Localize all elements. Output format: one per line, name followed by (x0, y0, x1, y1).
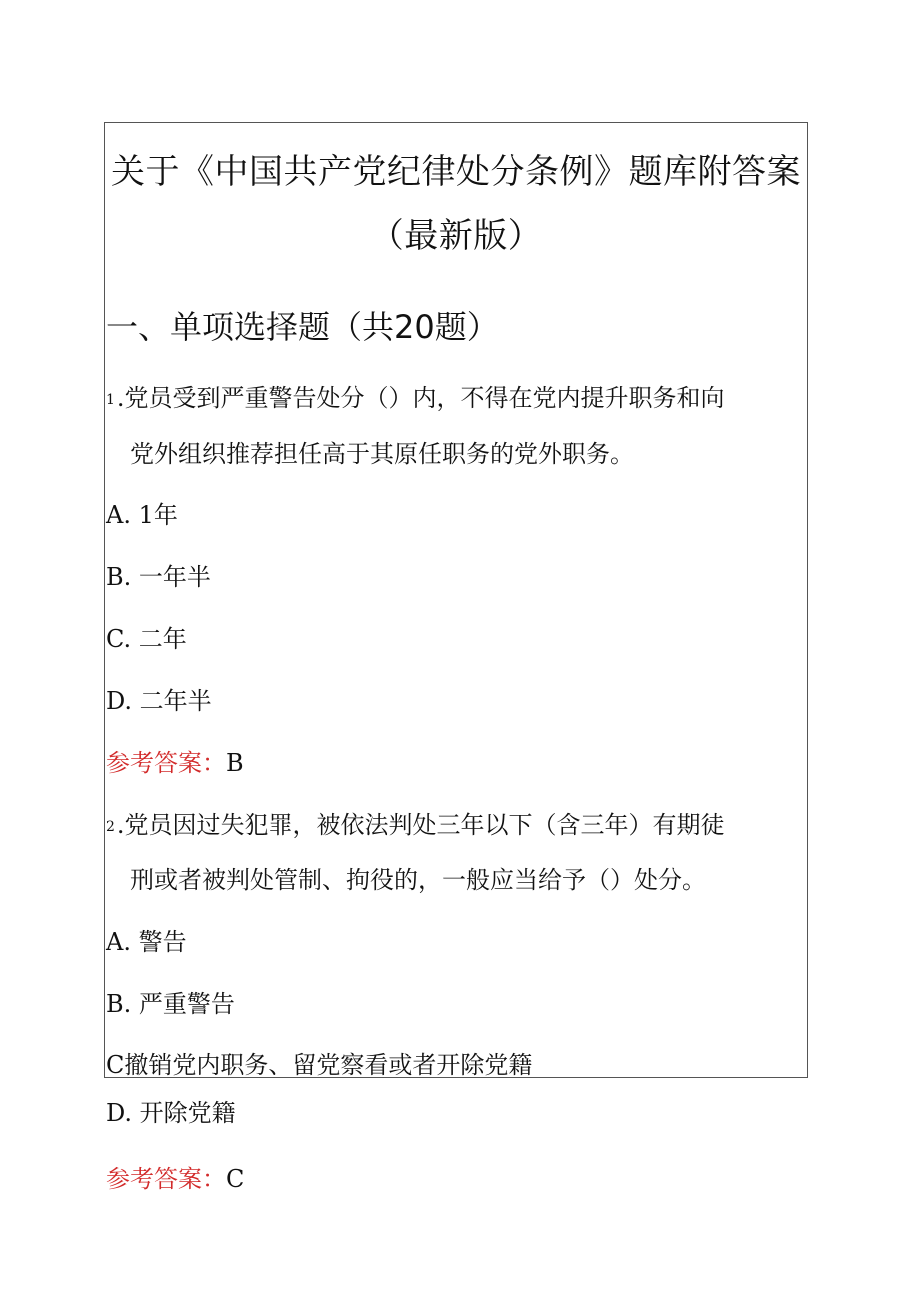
answer-value: B (226, 749, 244, 777)
document-frame (104, 122, 808, 1078)
question-1-option-b: B. 一年半 (106, 563, 211, 591)
question-1-number: 1 (106, 392, 115, 408)
question-2-line-2: 刑或者被判处管制、拘役的，一般应当给予（）处分。 (130, 866, 706, 894)
question-2-option-c: C撤销党内职务、留党察看或者开除党籍 (106, 1051, 533, 1079)
question-2-answer (106, 1159, 244, 1194)
question-1-option-d: D. 二年半 (106, 687, 212, 715)
document-title: 关于《中国共产党纪律处分条例》题库附答案 (111, 152, 801, 192)
answer-label: 参考答案： (106, 749, 226, 777)
question-2-line-1 (106, 805, 725, 840)
question-1-option-a: A. 1年 (106, 501, 178, 529)
section-heading: 一、单项选择题（共20题） (106, 308, 499, 346)
answer-value: C (226, 1165, 245, 1193)
question-2-number: 2 (106, 819, 115, 835)
question-1-answer (106, 743, 244, 778)
answer-label: 参考答案： (106, 1165, 226, 1193)
question-2-option-b: B. 严重警告 (106, 990, 235, 1018)
document-subtitle: （最新版） (369, 216, 543, 256)
question-2-option-d: D. 开除党籍 (106, 1099, 236, 1127)
question-1-text: .党员受到严重警告处分（）内，不得在党内提升职务和向 (116, 384, 725, 412)
question-2-option-a: A. 警告 (106, 928, 187, 956)
question-1-option-c: C. 二年 (106, 625, 187, 653)
question-1-line-2: 党外组织推荐担任高于其原任职务的党外职务。 (130, 440, 634, 468)
question-1-line-1 (106, 378, 725, 413)
question-2-text: .党员因过失犯罪，被依法判处三年以下（含三年）有期徒 (116, 811, 725, 839)
